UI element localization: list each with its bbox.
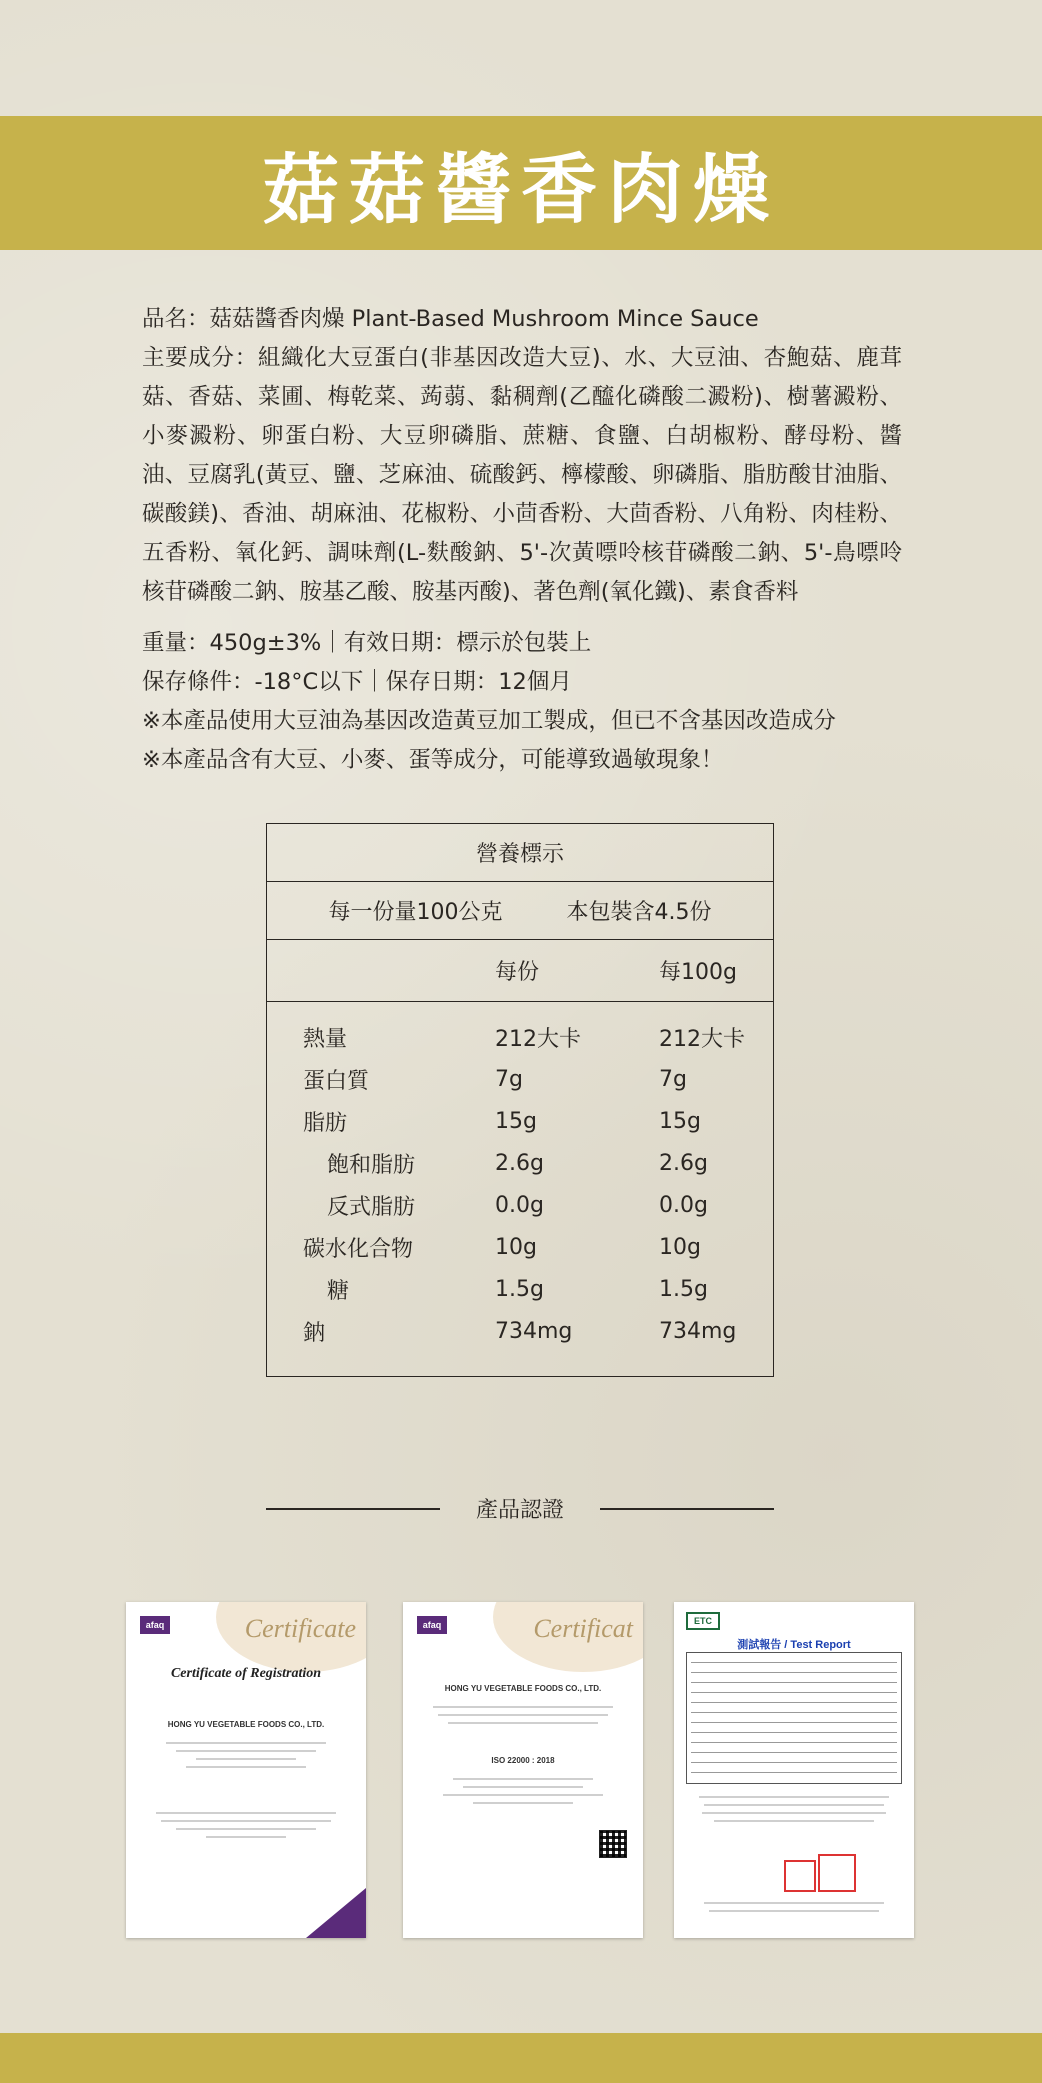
nutrient-label: 熱量: [303, 1026, 348, 1052]
servings-per-pack: 本包裝含4.5份: [566, 900, 712, 925]
table-row: [267, 1058, 773, 1100]
product-title: 菇菇醬香肉燥: [263, 144, 779, 234]
nutrition-header-row: [267, 940, 773, 1002]
nutrient-per-100g: 0.0g: [659, 1192, 708, 1218]
ingredients-text: 主要成分：組織化大豆蛋白(非基因改造大豆)、水、大豆油、杏鮑菇、鹿茸菇、香菇、菜圃、梅乾菜、蒟蒻、黏稠劑(乙醯化磷酸二澱粉)、樹薯澱粉、小麥澱粉、卵蛋白粉、大豆卵磷脂、蔗糖、食鹽、白胡椒粉、酵母粉、醬油、豆腐乳(黃豆、鹽、芝麻油、硫酸鈣、檸檬酸、卵磷脂、脂肪酸甘油脂、碳酸鎂)、香油、胡麻油、花椒粉、小茴香粉、大茴香粉、八角粉、肉桂粉、五香粉、氧化鈣、調味劑(L-麩酸鈉、5'-次黃嘌呤核苷磷酸二鈉、5'-鳥嘌呤核苷磷酸二鈉、胺基乙酸、胺基丙酸)、著色劑(氧化鐵)、素食香料: [142, 345, 902, 605]
divider: [266, 1508, 440, 1510]
report-footer-lines: [694, 1902, 894, 1918]
certification-heading-row: [266, 1490, 774, 1526]
table-row: [267, 1226, 773, 1268]
certificate-image-test-report[interactable]: [674, 1602, 914, 1938]
nutrient-per-serving: 212大卡: [495, 1026, 581, 1052]
product-info: [142, 300, 902, 780]
nutrient-per-100g: 7g: [659, 1066, 687, 1092]
qr-code-icon: [599, 1830, 627, 1858]
nutrition-serving-row: [267, 882, 773, 940]
nutrient-per-100g: 2.6g: [659, 1150, 708, 1176]
nutrient-label: 反式脂肪: [327, 1194, 416, 1220]
nutrient-per-serving: 734mg: [495, 1318, 573, 1344]
nutrient-per-serving: 15g: [495, 1108, 537, 1134]
report-table: [686, 1652, 902, 1784]
nutrition-title: 營養標示: [475, 842, 564, 867]
red-stamp-icon: [784, 1860, 816, 1892]
col-per-100g: 每100g: [659, 960, 737, 985]
nutrient-label: 糖: [327, 1278, 350, 1304]
test-report-title: 測試報告 / Test Report: [737, 1639, 851, 1651]
nutrient-per-serving: 0.0g: [495, 1192, 544, 1218]
col-per-serving: 每份: [495, 960, 540, 985]
nutrition-title-row: [267, 824, 773, 882]
table-row: [267, 1100, 773, 1142]
table-row: [267, 1310, 773, 1352]
product-name-line: 品名：菇菇醬香肉燥 Plant-Based Mushroom Mince Sauce: [142, 306, 759, 332]
nutrient-per-100g: 10g: [659, 1234, 701, 1260]
certificate-body-lines: [423, 1706, 623, 1730]
product-meta: [142, 624, 902, 780]
certificate-image-registration[interactable]: [126, 1602, 366, 1938]
storage-line: 保存條件：-18°C以下｜保存日期：12個月: [142, 669, 572, 695]
certificate-company: HONG YU VEGETABLE FOODS CO., LTD.: [444, 1684, 602, 1693]
title-banner: [0, 116, 1042, 250]
nutrient-label: 碳水化合物: [303, 1236, 414, 1262]
certificate-body-lines: [146, 1742, 346, 1774]
gmo-note: ※本產品使用大豆油為基因改造黃豆加工製成，但已不含基因改造成分: [142, 708, 836, 734]
nutrient-per-serving: 7g: [495, 1066, 523, 1092]
table-row: [267, 1184, 773, 1226]
nutrient-per-100g: 734mg: [659, 1318, 737, 1344]
nutrient-per-100g: 15g: [659, 1108, 701, 1134]
footer-band: [0, 2033, 1042, 2083]
certificate-detail-lines: [423, 1778, 623, 1810]
certificate-subtitle: Certificate of Registration: [170, 1666, 322, 1681]
afaq-logo: afaq: [417, 1616, 447, 1634]
nutrient-per-100g: 212大卡: [659, 1026, 745, 1052]
table-row: [267, 1016, 773, 1058]
certificate-word: Certificat: [533, 1614, 633, 1643]
red-stamp-icon: [818, 1854, 856, 1892]
certification-heading: 產品認證: [475, 1497, 564, 1523]
report-notes-lines: [694, 1796, 894, 1828]
certificate-image-iso22000[interactable]: [403, 1602, 643, 1938]
nutrient-per-serving: 2.6g: [495, 1150, 544, 1176]
nutrition-body: [267, 1016, 773, 1352]
table-row: [267, 1142, 773, 1184]
allergen-note: ※本產品含有大豆、小麥、蛋等成分，可能導致過敏現象！: [142, 747, 724, 773]
nutrient-label: 飽和脂肪: [327, 1152, 416, 1178]
decorative-corner: [306, 1888, 366, 1938]
etc-logo: ETC: [686, 1612, 720, 1630]
afaq-logo: afaq: [140, 1616, 170, 1634]
certificate-detail-lines: [146, 1812, 346, 1844]
certificate-word: Certificate: [244, 1614, 356, 1643]
divider: [600, 1508, 774, 1510]
nutrition-table: [266, 823, 774, 1377]
nutrient-per-serving: 10g: [495, 1234, 537, 1260]
nutrient-label: 鈉: [303, 1320, 326, 1346]
nutrient-per-100g: 1.5g: [659, 1276, 708, 1302]
weight-line: 重量：450g±3%｜有效日期：標示於包裝上: [142, 630, 592, 656]
serving-size: 每一份量100公克: [328, 900, 503, 925]
iso-standard: ISO 22000 : 2018: [491, 1756, 555, 1765]
table-row: [267, 1268, 773, 1310]
nutrient-label: 蛋白質: [303, 1068, 370, 1094]
nutrient-label: 脂肪: [303, 1110, 348, 1136]
certificate-company: HONG YU VEGETABLE FOODS CO., LTD.: [167, 1720, 325, 1729]
nutrient-per-serving: 1.5g: [495, 1276, 544, 1302]
